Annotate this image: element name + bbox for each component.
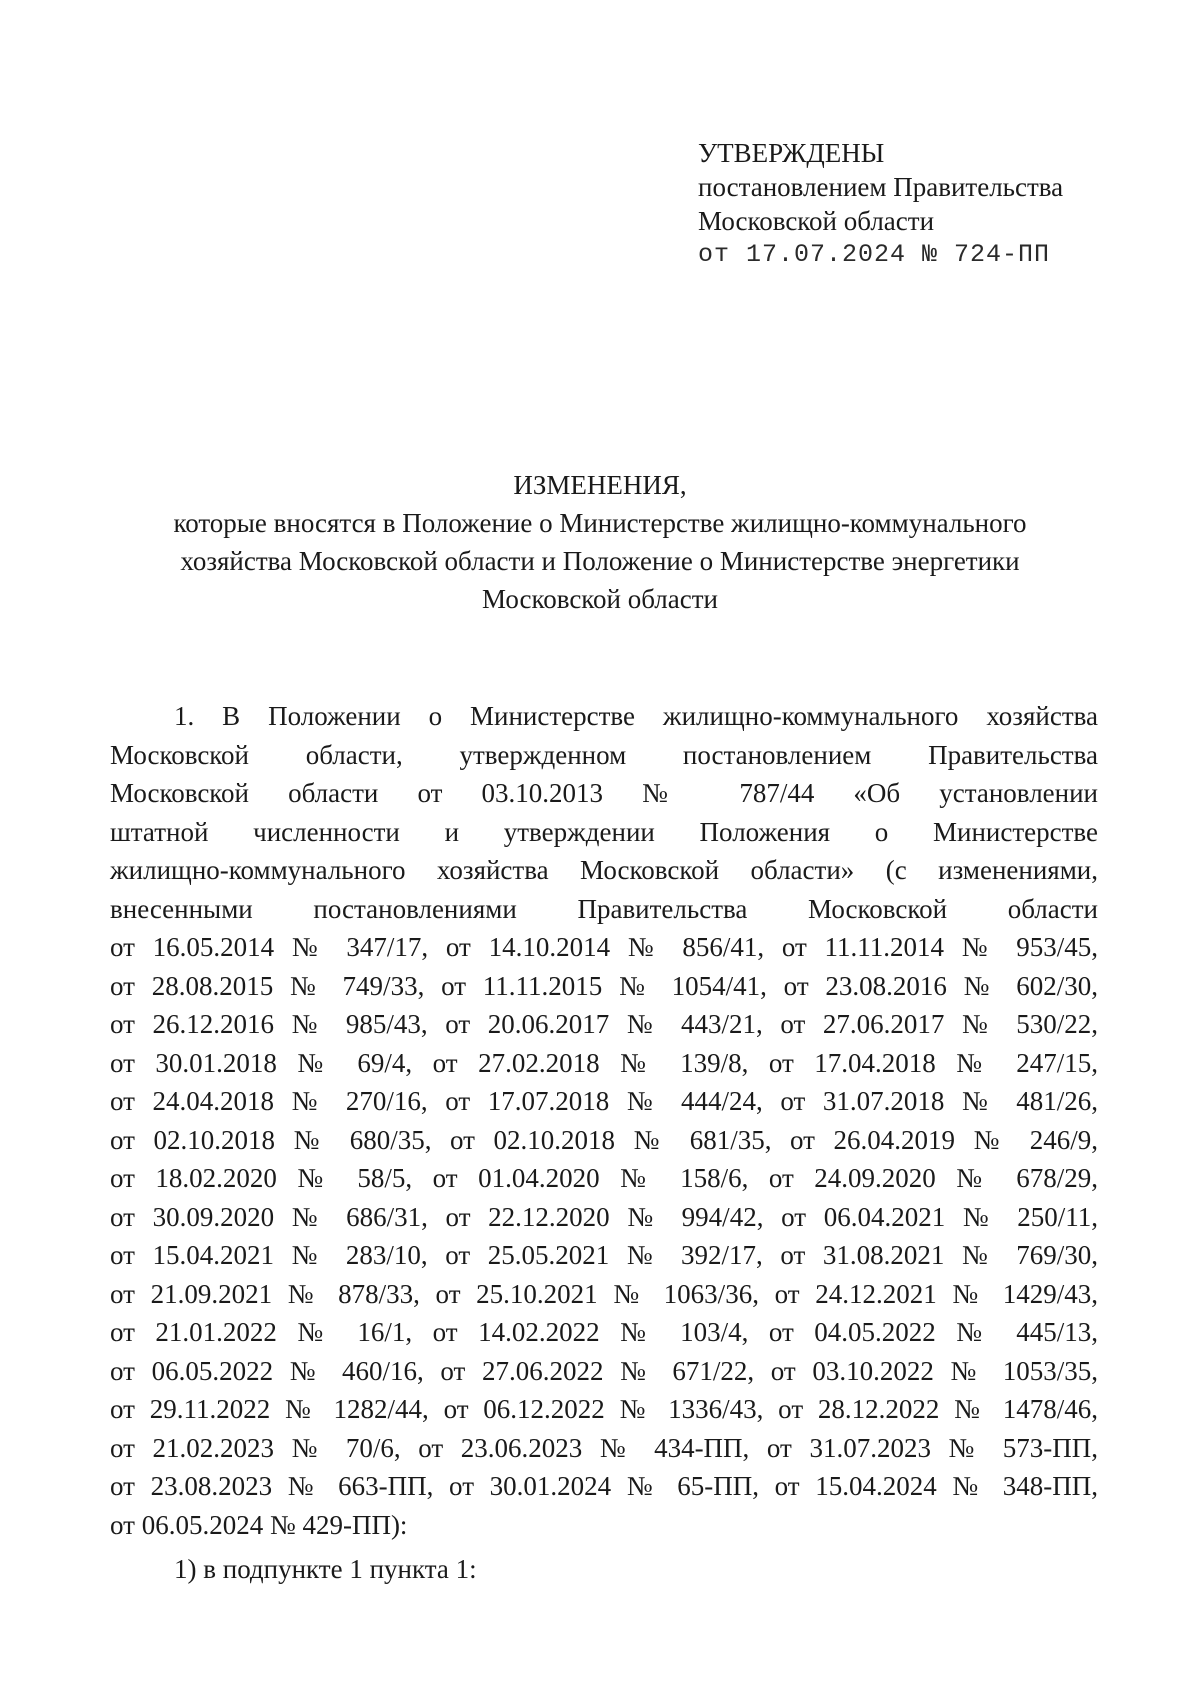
title-line: хозяйства Московской области и Положение о Министерстве энергетики: [180, 546, 1020, 576]
title-line: Московской области: [481, 584, 718, 614]
text-line: внесенными постановлениями Правительства Московской области: [110, 893, 1098, 924]
text-line: от 30.09.2020 № 686/31, от 22.12.2020 № 994/42, от 06.04.2021 № 250/11,: [110, 1201, 1098, 1232]
text-line: 1. В Положении о Министерстве жилищно-коммунального хозяйства: [174, 701, 1098, 731]
text-line: жилищно-коммунального хозяйства Московской области» (с изменениями,: [110, 855, 1098, 885]
text-line: от 02.10.2018 № 680/35, от 02.10.2018 № 681/35, от 26.04.2019 № 246/9,: [110, 1124, 1098, 1155]
text-line: от 18.02.2020 № 58/5, от 01.04.2020 № 158/6, от 24.09.2020 № 678/29,: [110, 1163, 1098, 1193]
text-line: от 28.08.2015 № 749/33, от 11.11.2015 № 1054/41, от 23.08.2016 № 602/30,: [110, 970, 1098, 1001]
text-line: от 16.05.2014 № 347/17, от 14.10.2014 № 856/41, от 11.11.2014 № 953/45,: [110, 932, 1098, 962]
text-line: от 06.05.2022 № 460/16, от 27.06.2022 № 671/22, от 03.10.2022 № 1053/35,: [110, 1355, 1098, 1386]
text-line: штатной численности и утверждении Положения о Министерстве: [110, 816, 1098, 847]
text-line: от 29.11.2022 № 1282/44, от 06.12.2022 № 1336/43, от 28.12.2022 № 1478/46,: [110, 1394, 1098, 1424]
approval-line: Московской области: [698, 206, 935, 236]
title-heading: ИЗМЕНЕНИЯ,: [513, 470, 687, 500]
document-title: [120, 466, 1080, 618]
subitem-1: 1) в подпункте 1 пункта 1:: [174, 1554, 477, 1584]
text-line: от 06.05.2024 № 429-ПП):: [110, 1509, 408, 1540]
approval-block: [698, 136, 1063, 272]
text-line: Московской области, утвержденном постановлением Правительства: [110, 739, 1098, 770]
text-line: от 24.04.2018 № 270/16, от 17.07.2018 № 444/24, от 31.07.2018 № 481/26,: [110, 1086, 1098, 1116]
text-line: Московской области от 03.10.2013 № 787/44 «Об установлении: [110, 778, 1098, 808]
document-body: [110, 697, 1098, 1589]
text-line: от 26.12.2016 № 985/43, от 20.06.2017 № 443/21, от 27.06.2017 № 530/22,: [110, 1009, 1098, 1039]
text-line: от 21.09.2021 № 878/33, от 25.10.2021 № 1063/36, от 24.12.2021 № 1429/43,: [110, 1278, 1098, 1309]
approval-date-number: от 17.07.2024 № 724-ПП: [698, 240, 1051, 269]
text-line: от 15.04.2021 № 283/10, от 25.05.2021 № 392/17, от 31.08.2021 № 769/30,: [110, 1240, 1098, 1270]
text-line: от 30.01.2018 № 69/4, от 27.02.2018 № 139/8, от 17.04.2018 № 247/15,: [110, 1047, 1098, 1078]
approval-line: постановлением Правительства: [698, 172, 1064, 202]
title-line: которые вносятся в Положение о Министерстве жилищно-коммунального: [173, 508, 1027, 538]
text-line: от 21.01.2022 № 16/1, от 14.02.2022 № 103/4, от 04.05.2022 № 445/13,: [110, 1317, 1098, 1347]
approval-heading: УТВЕРЖДЕНЫ: [698, 138, 885, 168]
paragraph-1: [110, 697, 1098, 1544]
text-line: от 21.02.2023 № 70/6, от 23.06.2023 № 434-ПП, от 31.07.2023 № 573-ПП,: [110, 1432, 1098, 1463]
text-line: от 23.08.2023 № 663-ПП, от 30.01.2024 № 65-ПП, от 15.04.2024 № 348-ПП,: [110, 1471, 1098, 1501]
